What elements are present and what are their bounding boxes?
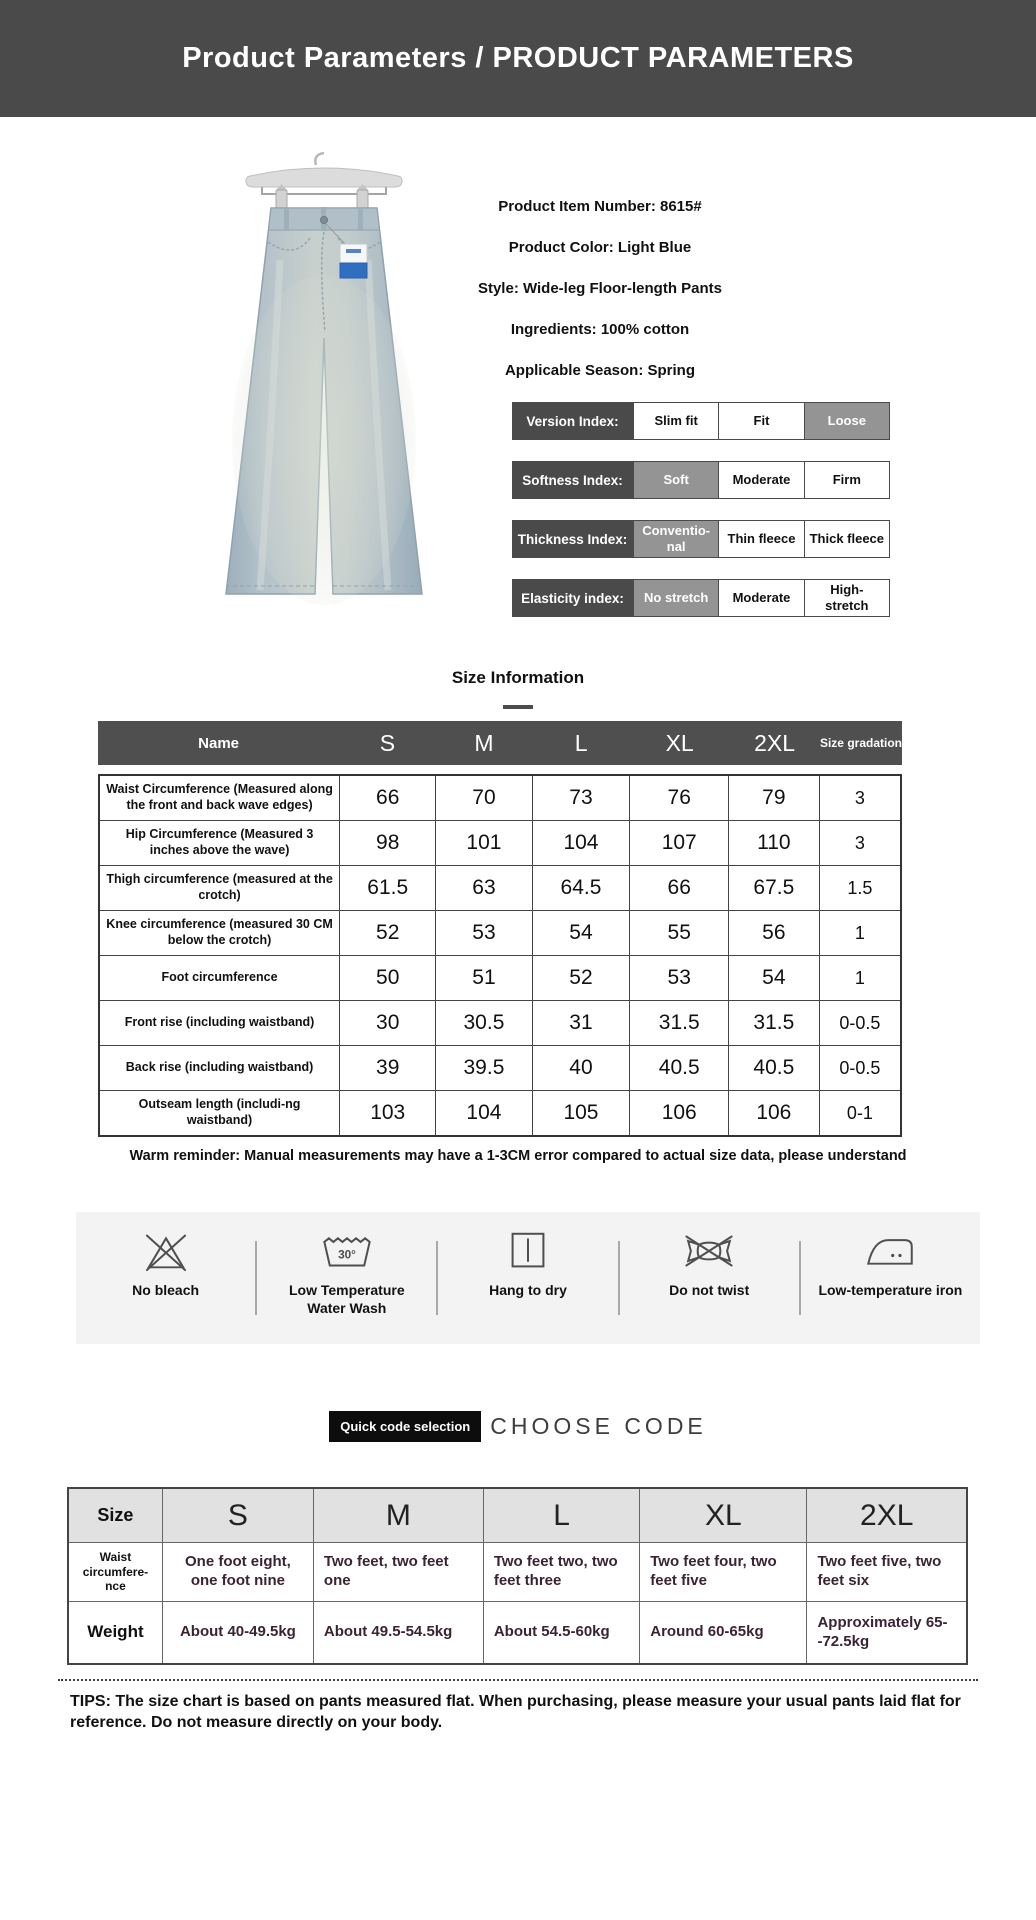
softness-index-row	[512, 461, 890, 499]
index-option: Conventio-nal	[634, 521, 718, 557]
index-label: Version Index:	[512, 402, 633, 440]
care-label: Hang to dry	[489, 1282, 567, 1298]
table-row	[99, 775, 901, 821]
size-chart-table	[67, 1487, 968, 1665]
hanger-icon	[246, 153, 402, 211]
low-temp-wash-icon	[318, 1227, 376, 1275]
choose-code-section	[0, 1406, 1036, 1446]
chart-col-s: S	[162, 1488, 313, 1543]
size-cell: 54	[729, 956, 820, 1001]
table-row	[99, 911, 901, 956]
gradation-cell: 0-1	[819, 1091, 901, 1137]
product-season: Applicable Season: Spring	[504, 362, 696, 379]
chart-row-weight	[68, 1602, 967, 1665]
row-label: Thigh circumference (measured at the crotch)	[99, 866, 340, 911]
dotted-divider	[58, 1679, 978, 1681]
col-header-name: Name	[198, 734, 240, 752]
svg-text:30°: 30°	[337, 1248, 356, 1262]
jeans-illustration	[226, 207, 422, 605]
chart-cell: About 40-49.5kg	[162, 1602, 313, 1665]
care-item	[76, 1212, 255, 1344]
thickness-index-row	[512, 520, 890, 558]
product-info	[455, 186, 745, 391]
care-label: Low-temperature iron	[818, 1282, 963, 1298]
table-row	[99, 821, 901, 866]
size-table	[98, 774, 902, 1137]
size-cell: 103	[340, 1091, 436, 1137]
row-label: Waist circumfere-nce	[68, 1543, 162, 1602]
table-row	[99, 956, 901, 1001]
size-cell: 40.5	[630, 1046, 729, 1091]
col-header-s: S	[379, 729, 396, 756]
size-cell: 31	[532, 1001, 630, 1046]
elasticity-index-row	[512, 579, 890, 617]
chart-cell: Approximately 65--72.5kg	[807, 1602, 967, 1665]
chart-row-waist	[68, 1543, 967, 1602]
care-label: Low Temperature Water Wash	[288, 1282, 405, 1316]
col-header-m: M	[474, 729, 494, 756]
size-cell: 50	[340, 956, 436, 1001]
chart-cell: About 49.5-54.5kg	[313, 1602, 483, 1665]
product-ingredients: Ingredients: 100% cotton	[510, 321, 690, 338]
chart-col-xl: XL	[640, 1488, 807, 1543]
size-cell: 31.5	[729, 1001, 820, 1046]
size-info-title: Size Information	[451, 668, 585, 687]
index-option: No stretch	[634, 580, 718, 616]
index-option: Moderate	[718, 462, 803, 498]
product-style: Style: Wide-leg Floor-length Pants	[477, 280, 723, 297]
care-label: No bleach	[132, 1282, 200, 1298]
index-option: Slim fit	[654, 413, 698, 429]
size-cell: 54	[532, 911, 630, 956]
index-label: Elasticity index:	[512, 579, 633, 617]
size-cell: 61.5	[340, 866, 436, 911]
size-cell: 55	[630, 911, 729, 956]
care-item	[620, 1212, 799, 1344]
index-label: Softness Index:	[512, 461, 633, 499]
size-table-header	[98, 721, 902, 765]
table-row	[99, 1001, 901, 1046]
size-cell: 76	[630, 775, 729, 821]
no-bleach-icon	[137, 1227, 195, 1275]
index-option: High-stretch	[804, 580, 889, 616]
hang-to-dry-icon	[499, 1227, 557, 1275]
gradation-cell: 0-0.5	[819, 1046, 901, 1091]
row-label: Waist Circumference (Measured along the front and back wave edges)	[99, 775, 340, 821]
size-cell: 110	[729, 821, 820, 866]
col-header-2xl: 2XL	[754, 729, 795, 756]
size-cell: 106	[729, 1091, 820, 1137]
row-label: Hip Circumference (Measured 3 inches above the wave)	[99, 821, 340, 866]
tips-text: TIPS: The size chart is based on pants measured flat. When purchasing, please measure your usual pants laid flat for reference. Do not measure directly on your body.	[70, 1693, 961, 1731]
product-index-tables	[512, 402, 890, 638]
index-option: Firm	[804, 462, 889, 498]
size-cell: 73	[532, 775, 630, 821]
row-label: Back rise (including waistband)	[99, 1046, 340, 1091]
index-option: Thick fleece	[804, 521, 889, 557]
do-not-twist-icon	[680, 1227, 738, 1275]
chart-col-2xl: 2XL	[807, 1488, 967, 1543]
table-row	[99, 1091, 901, 1137]
index-option: Thin fleece	[718, 521, 803, 557]
size-cell: 40	[532, 1046, 630, 1091]
col-header-xl: XL	[665, 729, 694, 756]
size-cell: 39.5	[436, 1046, 532, 1091]
chart-cell: Two feet five, two feet six	[807, 1543, 967, 1602]
gradation-cell: 3	[819, 775, 901, 821]
page-title-banner	[0, 0, 1036, 117]
low-temp-iron-icon	[861, 1227, 919, 1275]
care-item	[438, 1212, 617, 1344]
size-cell: 105	[532, 1091, 630, 1137]
product-photo-jeans	[200, 150, 448, 622]
size-cell: 66	[340, 775, 436, 821]
gradation-cell: 3	[819, 821, 901, 866]
page-title: Product Parameters / PRODUCT PARAMETERS	[182, 42, 854, 74]
size-cell: 64.5	[532, 866, 630, 911]
row-label: Outseam length (includi-ng waistband)	[99, 1091, 340, 1137]
gradation-cell: 1.5	[819, 866, 901, 911]
col-header-l: L	[574, 729, 588, 756]
index-option: Moderate	[718, 580, 803, 616]
size-cell: 39	[340, 1046, 436, 1091]
size-cell: 52	[340, 911, 436, 956]
row-label: Knee circumference (measured 30 CM below the crotch)	[99, 911, 340, 956]
chart-cell: Around 60-65kg	[640, 1602, 807, 1665]
version-index-row	[512, 402, 890, 440]
product-color: Product Color: Light Blue	[508, 239, 692, 256]
chart-col-l: L	[483, 1488, 639, 1543]
size-cell: 98	[340, 821, 436, 866]
size-cell: 79	[729, 775, 820, 821]
care-item	[801, 1212, 980, 1344]
size-cell: 51	[436, 956, 532, 1001]
chart-cell: Two feet four, two feet five	[640, 1543, 807, 1602]
size-cell: 63	[436, 866, 532, 911]
size-cell: 106	[630, 1091, 729, 1137]
table-row	[99, 1046, 901, 1091]
size-cell: 31.5	[630, 1001, 729, 1046]
chart-header-row	[68, 1488, 967, 1543]
chart-col-m: M	[313, 1488, 483, 1543]
care-label: Do not twist	[669, 1282, 750, 1298]
size-cell: 67.5	[729, 866, 820, 911]
measurement-note: Warm reminder: Manual measurements may have a 1-3CM error compared to actual size data, please understand	[129, 1148, 907, 1164]
size-cell: 30.5	[436, 1001, 532, 1046]
row-label: Weight	[68, 1602, 162, 1665]
size-cell: 70	[436, 775, 532, 821]
size-cell: 66	[630, 866, 729, 911]
col-header-gradation: Size gradation	[819, 736, 902, 750]
size-cell: 53	[630, 956, 729, 1001]
title-underline	[503, 705, 533, 709]
index-option: Fit	[718, 403, 803, 439]
gradation-cell: 0-0.5	[819, 1001, 901, 1046]
chart-cell: Two feet, two feet one	[313, 1543, 483, 1602]
size-cell: 107	[630, 821, 729, 866]
chart-cell: One foot eight, one foot nine	[162, 1543, 313, 1602]
size-cell: 30	[340, 1001, 436, 1046]
table-row	[99, 866, 901, 911]
size-cell: 40.5	[729, 1046, 820, 1091]
row-label: Front rise (including waistband)	[99, 1001, 340, 1046]
index-option: Loose	[804, 403, 889, 439]
size-cell: 104	[532, 821, 630, 866]
gradation-cell: 1	[819, 956, 901, 1001]
size-cell: 104	[436, 1091, 532, 1137]
index-option: Soft	[634, 462, 718, 498]
gradation-cell: 1	[819, 911, 901, 956]
chart-cell: Two feet two, two feet three	[483, 1543, 639, 1602]
size-cell: 101	[436, 821, 532, 866]
index-label: Thickness Index:	[512, 520, 633, 558]
chart-col-size: Size	[68, 1488, 162, 1543]
product-item-number: Product Item Number: 8615#	[498, 198, 702, 215]
care-item	[257, 1212, 436, 1344]
row-label: Foot circumference	[99, 956, 340, 1001]
choose-code-title: CHOOSE CODE	[490, 1412, 707, 1439]
size-cell: 52	[532, 956, 630, 1001]
care-instructions	[76, 1212, 980, 1344]
chart-cell: About 54.5-60kg	[483, 1602, 639, 1665]
size-cell: 56	[729, 911, 820, 956]
size-cell: 53	[436, 911, 532, 956]
quick-code-badge: Quick code selection	[329, 1411, 481, 1442]
